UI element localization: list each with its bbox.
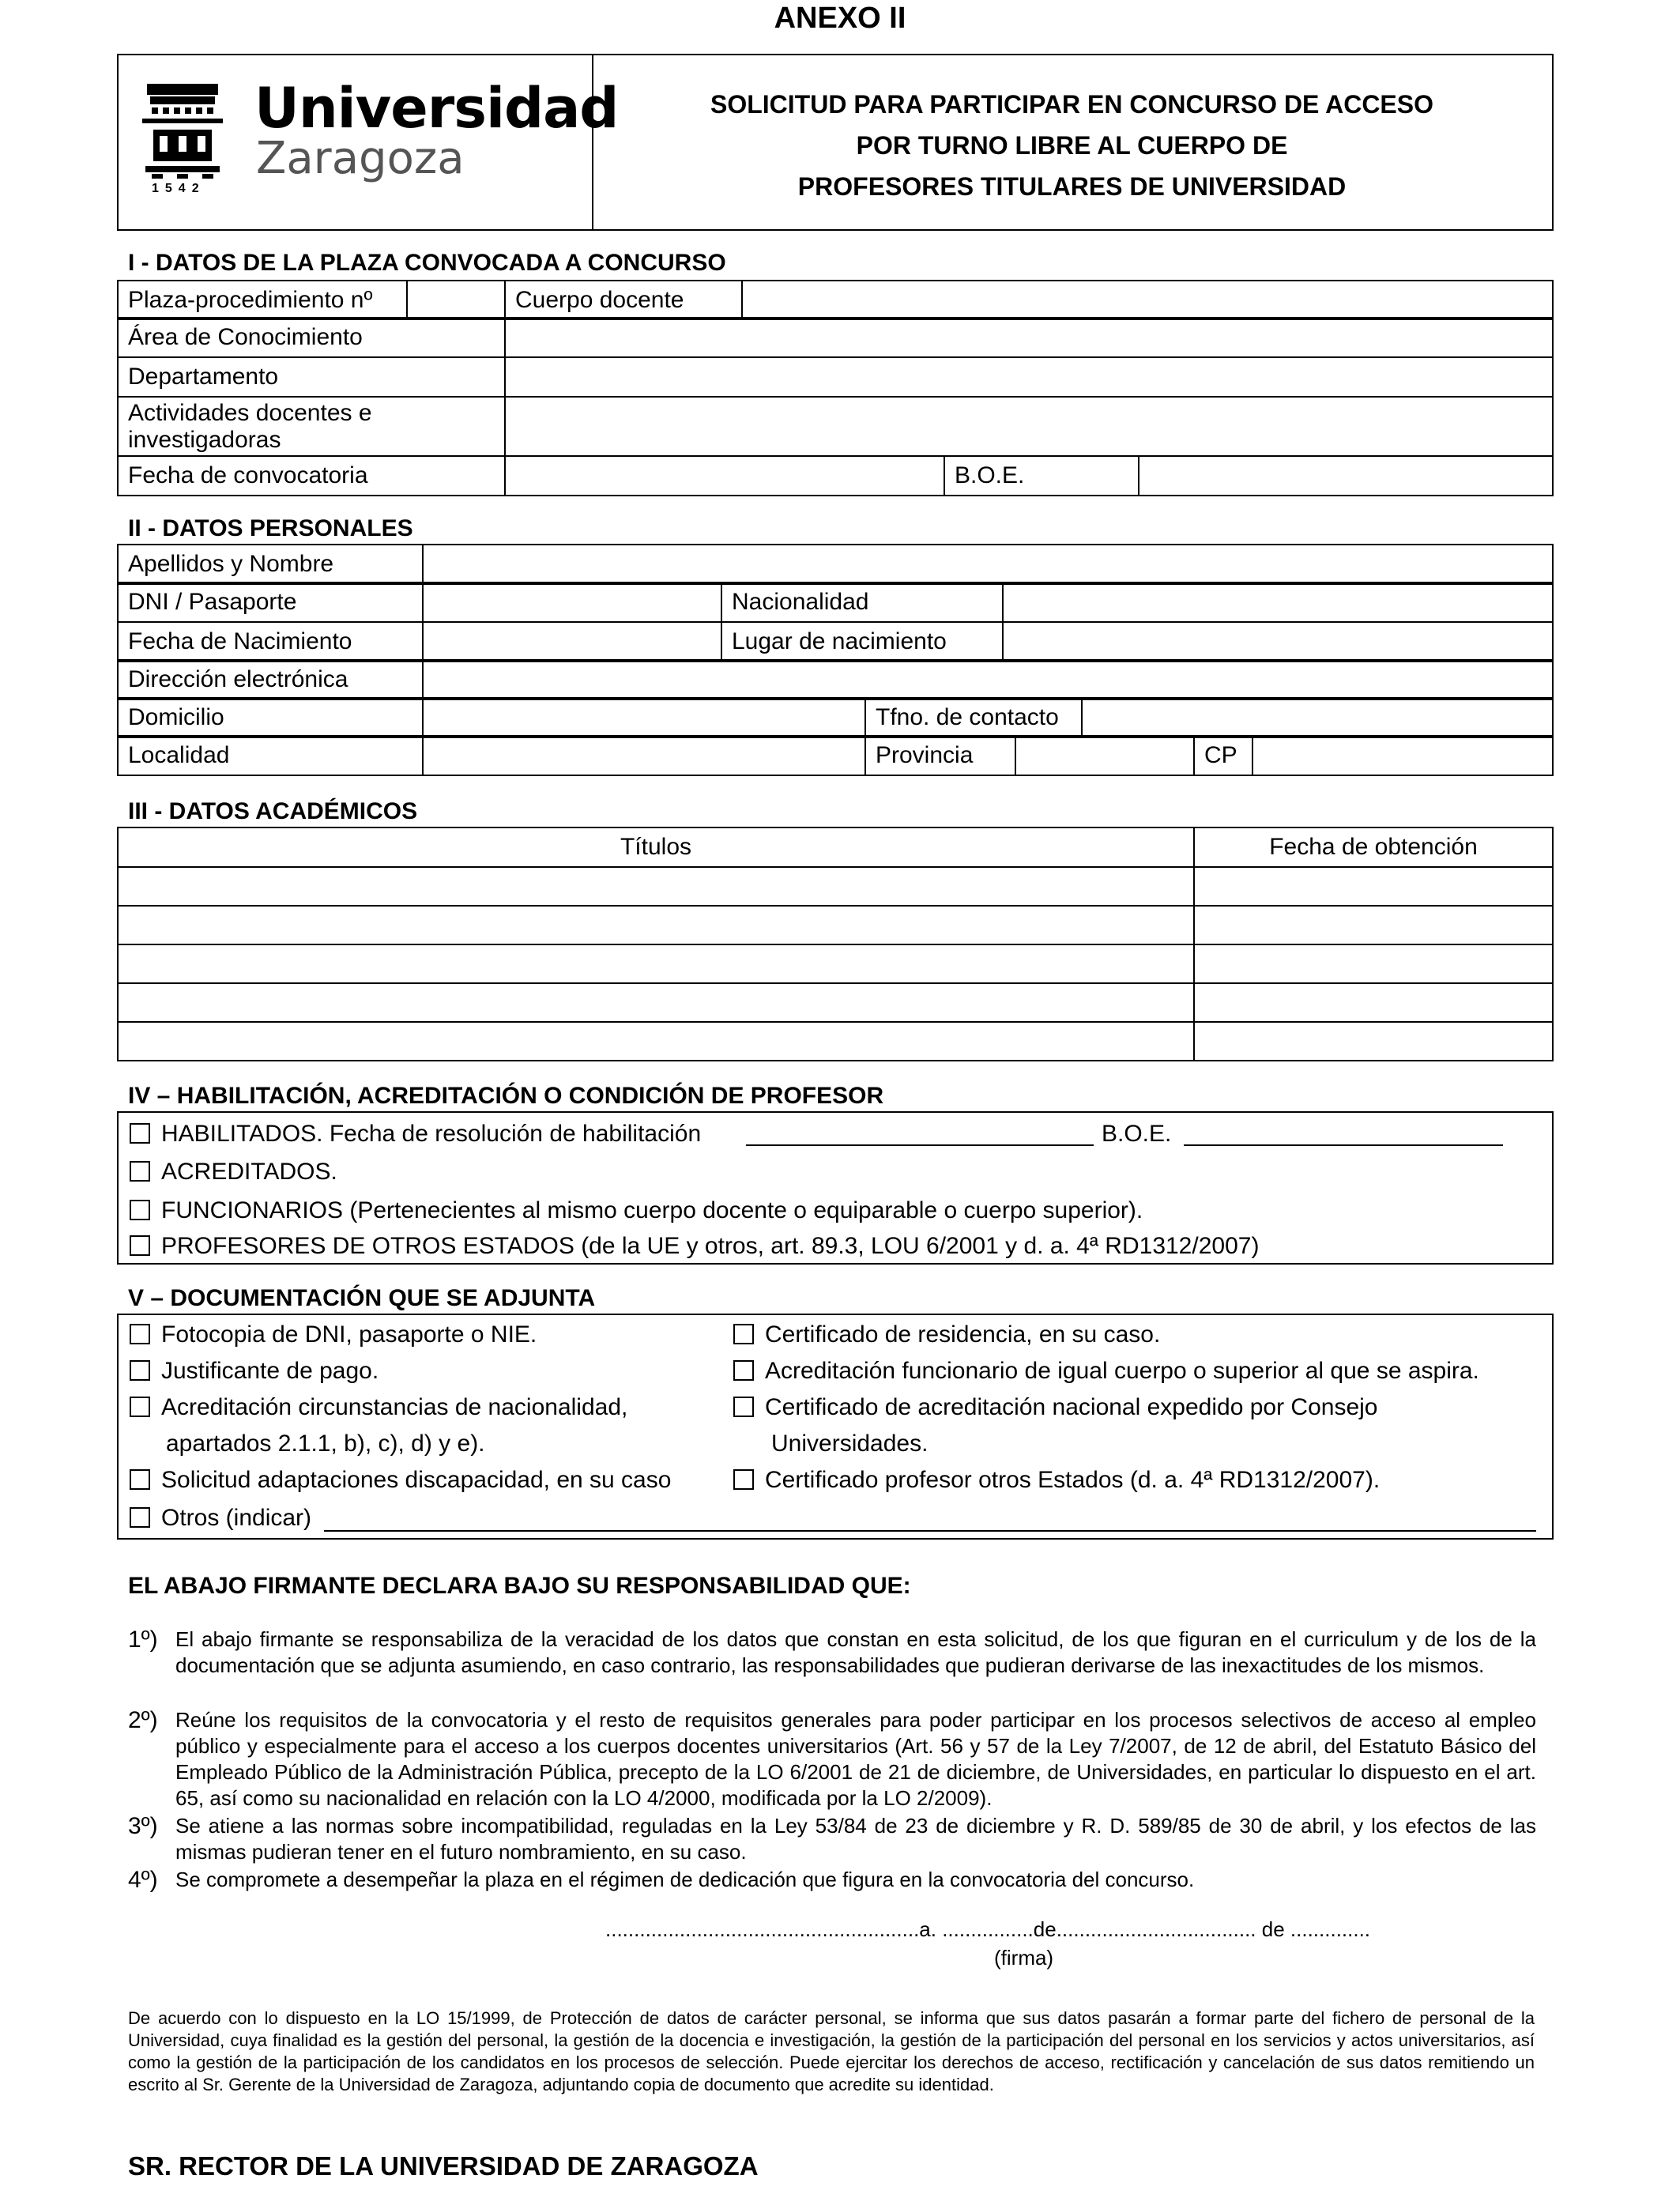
declaration-title: EL ABAJO FIRMANTE DECLARA BAJO SU RESPONSABILIDAD QUE:	[128, 1573, 911, 1599]
label-actividades-line-2: investigadoras	[128, 426, 281, 453]
option-habilitados	[130, 1121, 701, 1148]
label-cuerpo: Cuerpo docente	[505, 281, 742, 319]
logo-name: Universidad	[254, 76, 619, 141]
doc-otros-estados-label: Certificado profesor otros Estados (d. a. 4ª RD1312/2007).	[765, 1467, 1381, 1493]
label-domicilio: Domicilio	[118, 698, 423, 737]
section-1-title: I - DATOS DE LA PLAZA CONVOCADA A CONCURSO	[128, 250, 726, 276]
doc-acreditacion-label: Certificado de acreditación nacional expedido por Consejo	[765, 1394, 1378, 1420]
declaration-item-3	[128, 1813, 1536, 1865]
privacy-notice: De acuerdo con lo dispuesto en la LO 15/1999, de Protección de datos de carácter personal, se informa que sus datos pasarán a formar parte del fichero de personal de la Universidad, cuya finalidad es la gestión del personal, la gestión de la docencia e investigación, la gestión de la participación del personal en los servicios y actos universitarios, así como la gestión de la participación de los candidatos en los procesos de selección. Puede ejercitar los derechos de acceso, rectificación y cancelación de sus datos remitiendo un escrito al Sr. Gerente de la Universidad de Zaragoza, adjuntando copia de documento que acredite su identidad.	[128, 2008, 1535, 2094]
input-boe[interactable]	[1139, 456, 1553, 496]
input-email[interactable]	[423, 660, 1553, 699]
checkbox-doc-dni[interactable]	[130, 1324, 150, 1344]
checkbox-doc-otros-estados[interactable]	[733, 1469, 754, 1490]
doc-discapacidad-label: Solicitud adaptaciones discapacidad, en su caso	[161, 1467, 672, 1493]
header-fecha-obtencion: Fecha de obtención	[1194, 827, 1553, 867]
signature-label: (firma)	[994, 1946, 1054, 1970]
input-domicilio[interactable]	[423, 698, 865, 737]
logo-city: Zaragoza	[256, 133, 465, 184]
declaration-item-text: Reúne los requisitos de la convocatoria y el resto de requisitos generales para poder participar en los procesos selectivos de acceso al empleo público y especialmente para el acceso a los cuerpos docentes universitarios (Art. 56 y 57 de la Ley 7/2007, de 12 de abril, del Estatuto Básico del Empleado Público de la Administración Pública, precepto de la LO 6/2001 de 21 de diciembre, de Universidades, en particular lo dispuesto en el art. 65, así como su nacionalidad en relación con la LO 4/2000, modificada por la LO 2/2009).	[175, 1708, 1536, 1810]
annex-title: ANEXO II	[774, 2, 906, 35]
checkbox-funcionarios[interactable]	[130, 1200, 150, 1220]
checkbox-habilitados[interactable]	[130, 1123, 150, 1144]
input-tfno[interactable]	[1082, 698, 1553, 737]
declaration-item-number: 4º)	[128, 1867, 158, 1893]
checkbox-profesores-otros-estados[interactable]	[130, 1235, 150, 1256]
input-fecha-obtencion[interactable]	[1194, 1022, 1553, 1061]
checkbox-doc-acreditacion[interactable]	[733, 1397, 754, 1417]
declaration-item-number: 3º)	[128, 1813, 158, 1839]
habilitados-boe-label: B.O.E.	[1102, 1121, 1172, 1147]
input-nacionalidad[interactable]	[1003, 582, 1553, 622]
declaration-item-number: 2º)	[128, 1707, 158, 1733]
input-titulo[interactable]	[118, 983, 1194, 1022]
checkbox-doc-residencia[interactable]	[733, 1324, 754, 1344]
recipient: SR. RECTOR DE LA UNIVERSIDAD DE ZARAGOZA	[128, 2151, 759, 2181]
doc-acreditacion	[733, 1394, 1378, 1421]
checkbox-acreditados[interactable]	[130, 1161, 150, 1182]
doc-funcionario	[733, 1358, 1479, 1385]
input-plaza[interactable]	[407, 281, 505, 319]
input-lugar-nacimiento[interactable]	[1003, 622, 1553, 662]
input-fecha-nacimiento[interactable]	[423, 622, 721, 662]
label-actividades-line-1: Actividades docentes e	[128, 399, 372, 426]
declaration-item-number: 1º)	[128, 1627, 158, 1653]
doc-otros	[130, 1505, 311, 1532]
section-1-table-c	[117, 455, 1554, 496]
section-3-title: III - DATOS ACADÉMICOS	[128, 798, 418, 824]
input-cuerpo[interactable]	[742, 281, 1553, 319]
input-departamento[interactable]	[505, 357, 1553, 397]
doc-pago	[130, 1358, 379, 1385]
input-area[interactable]	[505, 318, 1553, 357]
option-habilitados-label: HABILITADOS. Fecha de resolución de habilitación	[161, 1121, 702, 1147]
doc-otros-estados	[733, 1467, 1380, 1494]
section-2-table-a	[117, 544, 1554, 585]
input-actividades[interactable]	[505, 397, 1553, 456]
section-2-table-b	[117, 582, 1554, 662]
doc-nacionalidad	[130, 1394, 627, 1421]
university-emblem-icon	[139, 77, 226, 196]
input-titulo[interactable]	[118, 944, 1194, 983]
doc-dni-label: Fotocopia de DNI, pasaporte o NIE.	[161, 1321, 537, 1348]
header-titulos: Títulos	[118, 827, 1194, 867]
input-dni[interactable]	[423, 582, 721, 622]
section-2-table-d	[117, 697, 1554, 738]
declaration-item-text: Se compromete a desempeñar la plaza en el régimen de dedicación que figura en la convocatoria del concurso.	[175, 1868, 1195, 1891]
label-tfno: Tfno. de contacto	[865, 698, 1082, 737]
input-titulo[interactable]	[118, 867, 1194, 906]
checkbox-doc-funcionario[interactable]	[733, 1360, 754, 1381]
doc-residencia	[733, 1321, 1160, 1348]
label-localidad: Localidad	[118, 736, 423, 775]
checkbox-doc-nacionalidad[interactable]	[130, 1397, 150, 1417]
label-fecha-nacimiento: Fecha de Nacimiento	[118, 622, 423, 662]
input-cp[interactable]	[1252, 736, 1553, 775]
label-area: Área de Conocimiento	[118, 318, 505, 357]
doc-dni	[130, 1321, 537, 1348]
input-fecha-obtencion[interactable]	[1194, 906, 1553, 944]
logo-year: 1542	[152, 182, 205, 195]
section-5-title: V – DOCUMENTACIÓN QUE SE ADJUNTA	[128, 1285, 596, 1311]
input-fecha-obtencion[interactable]	[1194, 983, 1553, 1022]
label-plaza: Plaza-procedimiento nº	[118, 281, 407, 319]
input-titulo[interactable]	[118, 906, 1194, 944]
signature-date-line[interactable]: .......................................................a. ................de................................... de ..............	[605, 1917, 1371, 1941]
doc-discapacidad	[130, 1467, 671, 1494]
doc-otros-line[interactable]	[324, 1530, 1536, 1532]
label-dni: DNI / Pasaporte	[118, 582, 423, 622]
habilitados-boe-line[interactable]	[1184, 1144, 1503, 1146]
input-titulo[interactable]	[118, 1022, 1194, 1061]
doc-acreditacion-line-2: Universidades.	[771, 1431, 929, 1457]
section-1-table	[117, 280, 1554, 320]
section-1-table-b	[117, 317, 1554, 457]
option-profesores-otros-estados-label: PROFESORES DE OTROS ESTADOS (de la UE y otros, art. 89.3, LOU 6/2001 y d. a. 4ª RD1312/2007)	[161, 1233, 1260, 1259]
declaration-item-4	[128, 1867, 1536, 1894]
option-acreditados	[130, 1159, 337, 1186]
form-title-line-1: SOLICITUD PARA PARTICIPAR EN CONCURSO DE ACCESO	[710, 90, 1433, 119]
option-profesores-otros-estados	[130, 1233, 1259, 1260]
doc-nacionalidad-label: Acreditación circunstancias de nacionalidad,	[161, 1394, 628, 1420]
declaration-item-1	[128, 1627, 1536, 1706]
doc-residencia-label: Certificado de residencia, en su caso.	[765, 1321, 1161, 1348]
option-acreditados-label: ACREDITADOS.	[161, 1159, 337, 1185]
checkbox-doc-pago[interactable]	[130, 1360, 150, 1381]
input-fecha-convocatoria[interactable]	[505, 456, 944, 496]
input-apellidos[interactable]	[423, 545, 1553, 584]
form-title-line-2: POR TURNO LIBRE AL CUERPO DE	[856, 131, 1288, 160]
declaration-item-text: Se atiene a las normas sobre incompatibilidad, reguladas en la Ley 53/84 de 23 de diciembre y R. D. 589/85 de 30 de abril, y los efectos de las mismas pudieran tener en el futuro nombramiento, en su caso.	[175, 1814, 1536, 1864]
input-localidad[interactable]	[423, 736, 865, 775]
section-2-title: II - DATOS PERSONALES	[128, 515, 413, 541]
declaration-item-text: El abajo firmante se responsabiliza de la veracidad de los datos que constan en esta solicitud, de los que figuran en el curriculum y de los de la documentación que se adjunta asumiendo, en caso contrario, las responsabilidades que pudieran derivarse de las inexactitudes de los mismos.	[175, 1627, 1536, 1677]
input-fecha-obtencion[interactable]	[1194, 944, 1553, 983]
label-nacionalidad: Nacionalidad	[721, 582, 1003, 622]
input-fecha-obtencion[interactable]	[1194, 867, 1553, 906]
section-4-title: IV – HABILITACIÓN, ACREDITACIÓN O CONDICIÓN DE PROFESOR	[128, 1083, 884, 1109]
label-fecha-convocatoria: Fecha de convocatoria	[118, 456, 505, 496]
habilitados-date-line[interactable]	[746, 1144, 1094, 1146]
checkbox-doc-otros[interactable]	[130, 1507, 150, 1528]
label-actividades	[118, 397, 505, 456]
doc-pago-label: Justificante de pago.	[161, 1358, 379, 1384]
section-2-table-e	[117, 735, 1554, 776]
label-apellidos: Apellidos y Nombre	[118, 545, 423, 584]
form-title-line-3: PROFESORES TITULARES DE UNIVERSIDAD	[797, 172, 1347, 201]
checkbox-doc-discapacidad[interactable]	[130, 1469, 150, 1490]
label-provincia: Provincia	[865, 736, 1015, 775]
university-logo	[139, 76, 619, 204]
doc-nacionalidad-line-2: apartados 2.1.1, b), c), d) y e).	[166, 1431, 485, 1457]
option-funcionarios-label: FUNCIONARIOS (Pertenecientes al mismo cuerpo docente o equiparable o cuerpo superior).	[161, 1197, 1143, 1223]
label-cp: CP	[1194, 736, 1252, 775]
declaration-item-2	[128, 1707, 1536, 1811]
section-3-table	[117, 827, 1554, 1061]
option-funcionarios	[130, 1197, 1143, 1224]
input-provincia[interactable]	[1015, 736, 1194, 775]
label-email: Dirección electrónica	[118, 660, 423, 699]
doc-funcionario-label: Acreditación funcionario de igual cuerpo o superior al que se aspira.	[765, 1358, 1479, 1384]
label-lugar-nacimiento: Lugar de nacimiento	[721, 622, 1003, 662]
label-departamento: Departamento	[118, 357, 505, 397]
section-2-table-c	[117, 659, 1554, 700]
label-boe: B.O.E.	[944, 456, 1139, 496]
doc-otros-label: Otros (indicar)	[161, 1505, 312, 1531]
